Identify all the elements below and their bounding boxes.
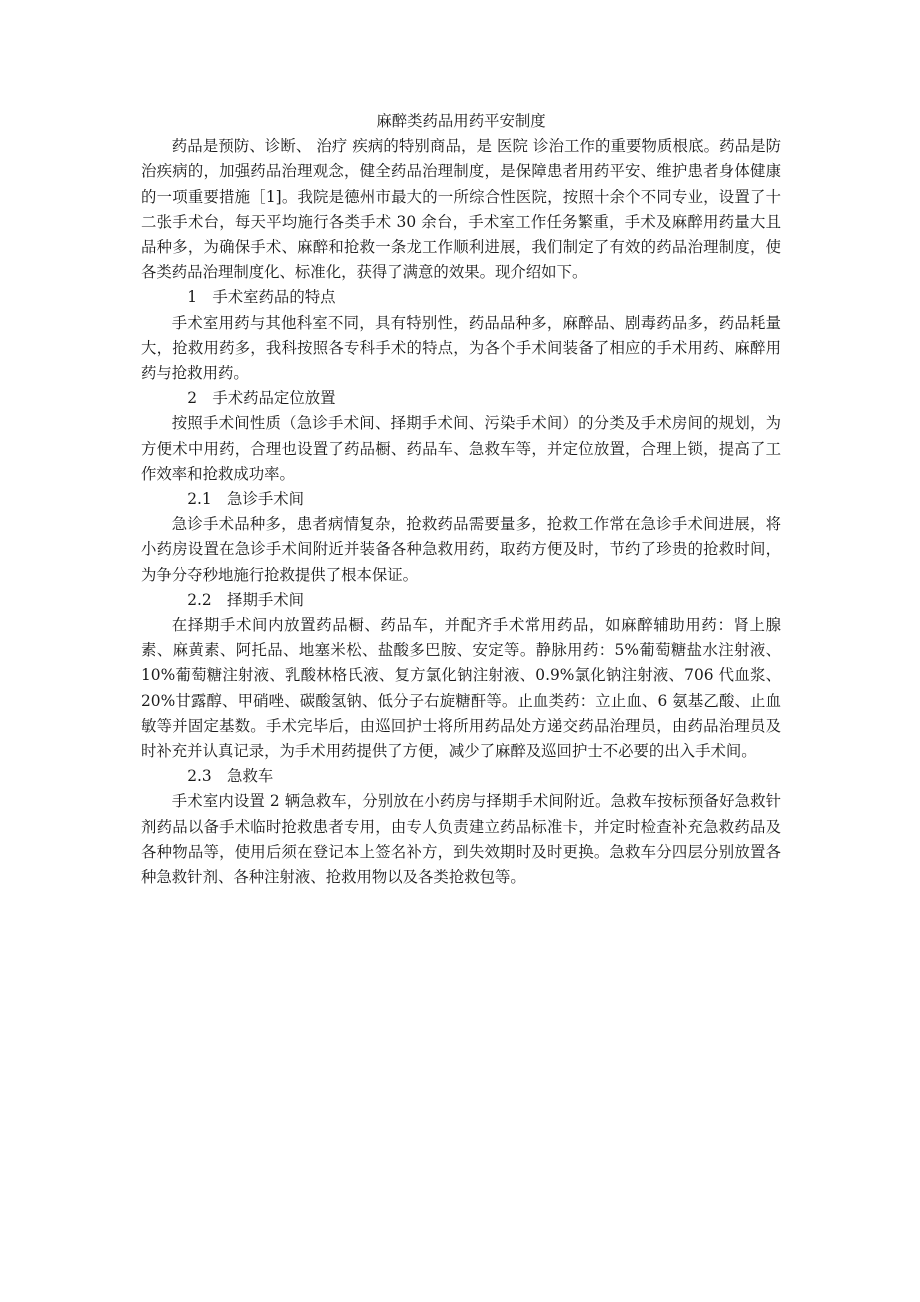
section-2-3-paragraph: 手术室内设置 2 辆急救车，分别放在小药房与择期手术间附近。急救车按标预备好急救针剂药品以备手术临时抢救患者专用，由专人负责建立药品标准卡，并定时检查补充急救药品及各种物品等，使用后须在登记本上签名补方，到失效期时及时更换。急救车分四层分别放置各种急救针剂、各种注射液、抢救用物以及各类抢救包等。 [141,792,781,887]
section-heading-2: 2 手术药品定位放置 [187,389,336,408]
section-heading-1: 1 手术室药品的特点 [187,288,336,307]
document-page [141,109,781,890]
section-heading-2-2: 2.2 择期手术间 [187,590,305,609]
section-2-1-paragraph: 急诊手术品种多，患者病情复杂，抢救药品需要量多，抢救工作常在急诊手术间进展，将小药房设置在急诊手术间附近并装备各种急救用药，取药方便及时，节约了珍贵的抢救时间，为争分夺秒地施行抢救提供了根本保证。 [141,515,781,584]
document-title: 麻醉类药品用药平安制度 [376,112,546,130]
section-1-paragraph: 手术室用药与其他科室不同，具有特别性，药品品种多，麻醉品、剧毒药品多，药品耗量大，抢救用药多，我科按照各专科手术的特点，为各个手术间装备了相应的手术用药、麻醉用药与抢救用药。 [141,313,781,383]
section-2-2-paragraph: 在择期手术间内放置药品橱、药品车，并配齐手术常用药品，如麻醉辅助用药：肾上腺素、麻黄素、阿托品、地塞米松、盐酸多巴胺、安定等。静脉用药：5%葡萄糖盐水注射液、10%葡萄糖注射液、乳酸林格氏液、复方氯化钠注射液、0.9%氯化钠注射液、706 代血浆、20%甘露醇、甲硝唑、碳酸氢钠、低分子右旋糖酐等。止血类药：立止血、6 氨基乙酸、止血敏等并固定基数。手术完毕后，由巡回护士将所用药品处方递交药品治理员，由药品治理员及时补充并认真记录，为手术用药提供了方便，减少了麻醉及巡回护士不必要的出入手术间。 [141,616,781,761]
section-heading-2-3: 2.3 急救车 [187,767,274,786]
intro-paragraph: 药品是预防、诊断、 治疗 疾病的特别商品，是 医院 诊治工作的重要物质根底。药品是防治疾病的，加强药品治理观念，健全药品治理制度，是保障患者用药平安、维护患者身体健康的一项重要措施［1]。我院是德州市最大的一所综合性医院，按照十余个不同专业，设置了十二张手术台，每天平均施行各类手术 30 余台，手术室工作任务繁重，手术及麻醉用药量大且品种多，为确保手术、麻醉和抢救一条龙工作顺利进展，我们制定了有效的药品治理制度，使各类药品治理制度化、标准化，获得了满意的效果。现介绍如下。 [141,137,781,282]
section-2-paragraph: 按照手术间性质（急诊手术间、择期手术间、污染手术间）的分类及手术房间的规划，为方便术中用药，合理也设置了药品橱、药品车、急救车等，并定位放置，合理上锁，提高了工作效率和抢救成功率。 [141,414,781,483]
section-heading-2-1: 2.1 急诊手术间 [187,490,305,509]
